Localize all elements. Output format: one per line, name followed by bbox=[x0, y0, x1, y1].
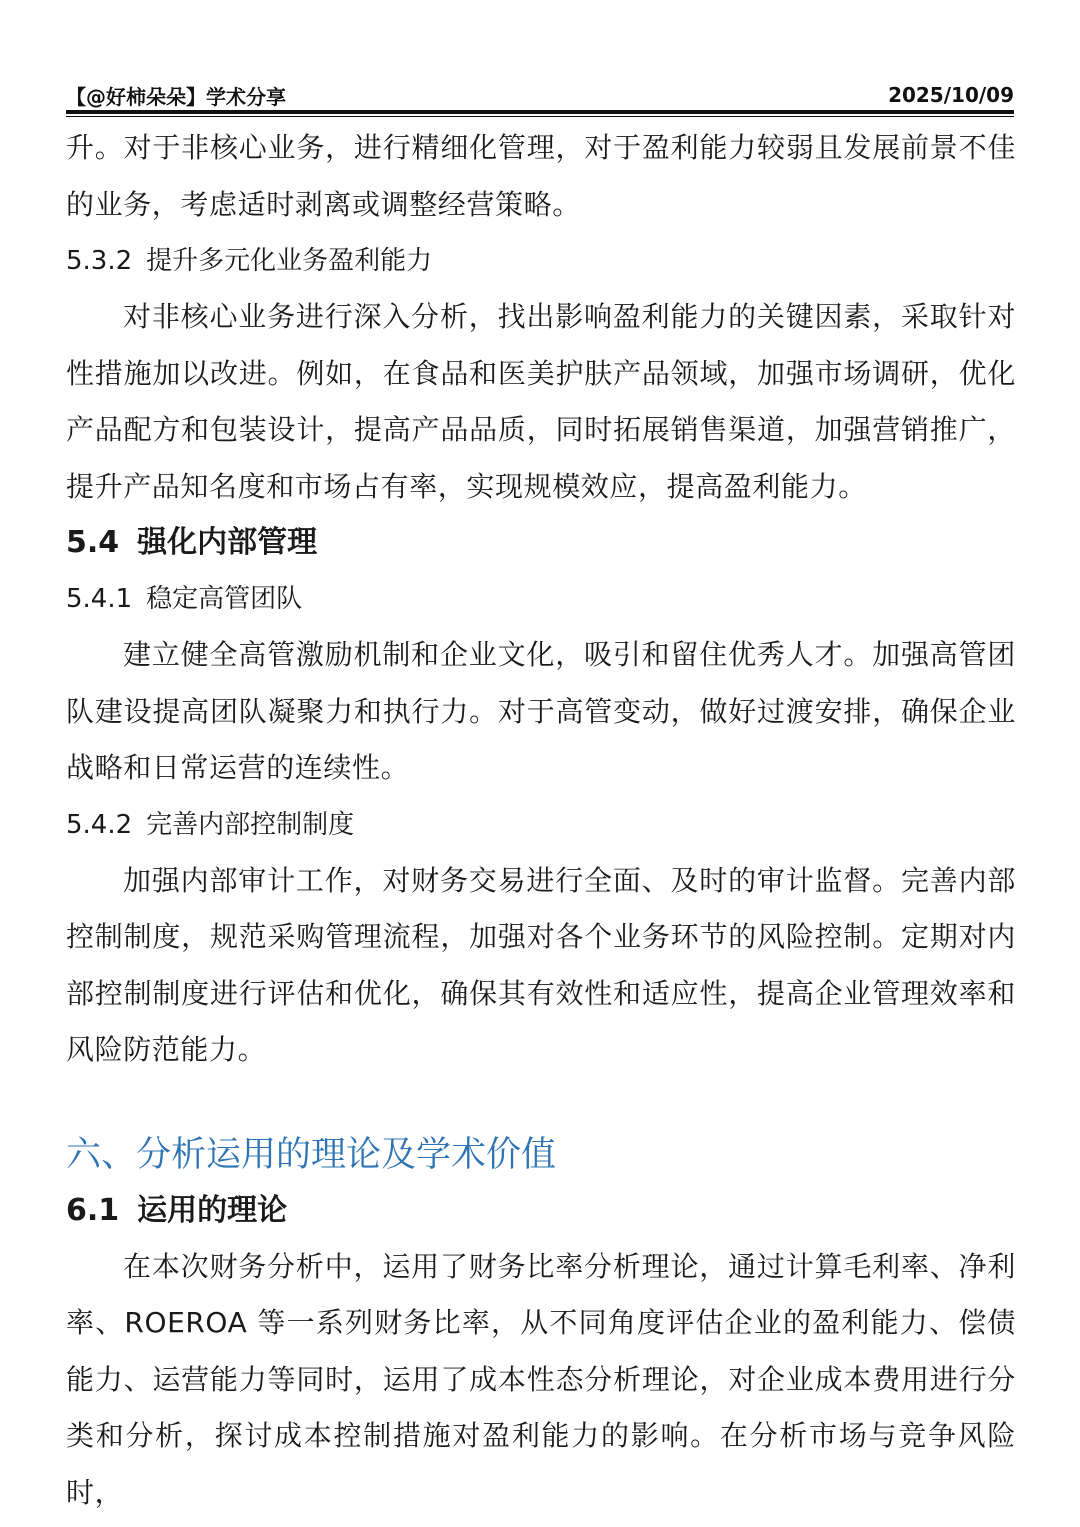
paragraph-theory: 在本次财务分析中，运用了财务比率分析理论，通过计算毛利率、净利率、ROEROA 等一系列财务比率，从不同角度评估企业的盈利能力、偿债能力、运营能力等同时，运用了成本性态分析理论，对企业成本费用进行分类和分析，探讨成本控制措施对盈利能力的影响。在分析市场与竞争风险时， bbox=[66, 1249, 1016, 1509]
heading-title: 运用的理论 bbox=[137, 1192, 288, 1228]
heading-title: 强化内部管理 bbox=[137, 525, 318, 560]
heading-title: 完善内部控制制度 bbox=[146, 809, 355, 840]
heading-number: 5.4 bbox=[66, 525, 120, 560]
spacer bbox=[66, 1079, 1016, 1127]
heading-5-4-2 bbox=[66, 797, 1016, 853]
heading-title: 稳定高管团队 bbox=[146, 584, 303, 614]
paragraph-management-team: 建立健全高管激励机制和企业文化，吸引和留住优秀人才。加强高管团队建设提高团队凝聚力和执行力。对于高管变动，做好过渡安排，确保企业战略和日常运营的连续性。 bbox=[66, 638, 1016, 784]
paragraph-diversified-business: 对非核心业务进行深入分析，找出影响盈利能力的关键因素，采取针对性措施加以改进。例如，在食品和医美护肤产品领域，加强市场调研，优化产品配方和包装设计，提高产品品质，同时拓展销售渠道，加强营销推广，提升产品知名度和市场占有率，实现规模效应，提高盈利能力。 bbox=[66, 300, 1016, 503]
header-rule-thin bbox=[66, 116, 1014, 117]
header-date: 2025/10/09 bbox=[888, 83, 1014, 107]
heading-number: 5.4.2 bbox=[66, 809, 133, 840]
heading-number: 6.1 bbox=[66, 1192, 120, 1228]
heading-5-4-1 bbox=[66, 571, 1016, 627]
heading-5-3-2 bbox=[66, 233, 1016, 289]
heading-5-4 bbox=[66, 515, 1016, 571]
heading-title: 提升多元化业务盈利能力 bbox=[146, 246, 433, 276]
page-content bbox=[66, 120, 1016, 1521]
paragraph-internal-control: 加强内部审计工作，对财务交易进行全面、及时的审计监督。完善内部控制制度，规范采购管理流程，加强对各个业务环节的风险控制。定期对内部控制制度进行评估和优化，确保其有效性和适应性，提高企业管理效率和风险防范能力。 bbox=[66, 863, 1016, 1066]
header-rule bbox=[66, 110, 1014, 114]
heading-number: 5.4.1 bbox=[66, 584, 133, 614]
paragraph-continuation: 升。对于非核心业务，进行精细化管理，对于盈利能力较弱且发展前景不佳的业务，考虑适时剥离或调整经营策略。 bbox=[66, 131, 1016, 221]
page-header bbox=[66, 78, 1014, 112]
heading-6-1 bbox=[66, 1183, 1016, 1239]
chapter-heading-6: 六、分析运用的理论及学术价值 bbox=[66, 1134, 557, 1175]
header-source-label: 【@好柿朵朵】学术分享 bbox=[66, 84, 286, 109]
heading-number: 5.3.2 bbox=[66, 246, 133, 276]
